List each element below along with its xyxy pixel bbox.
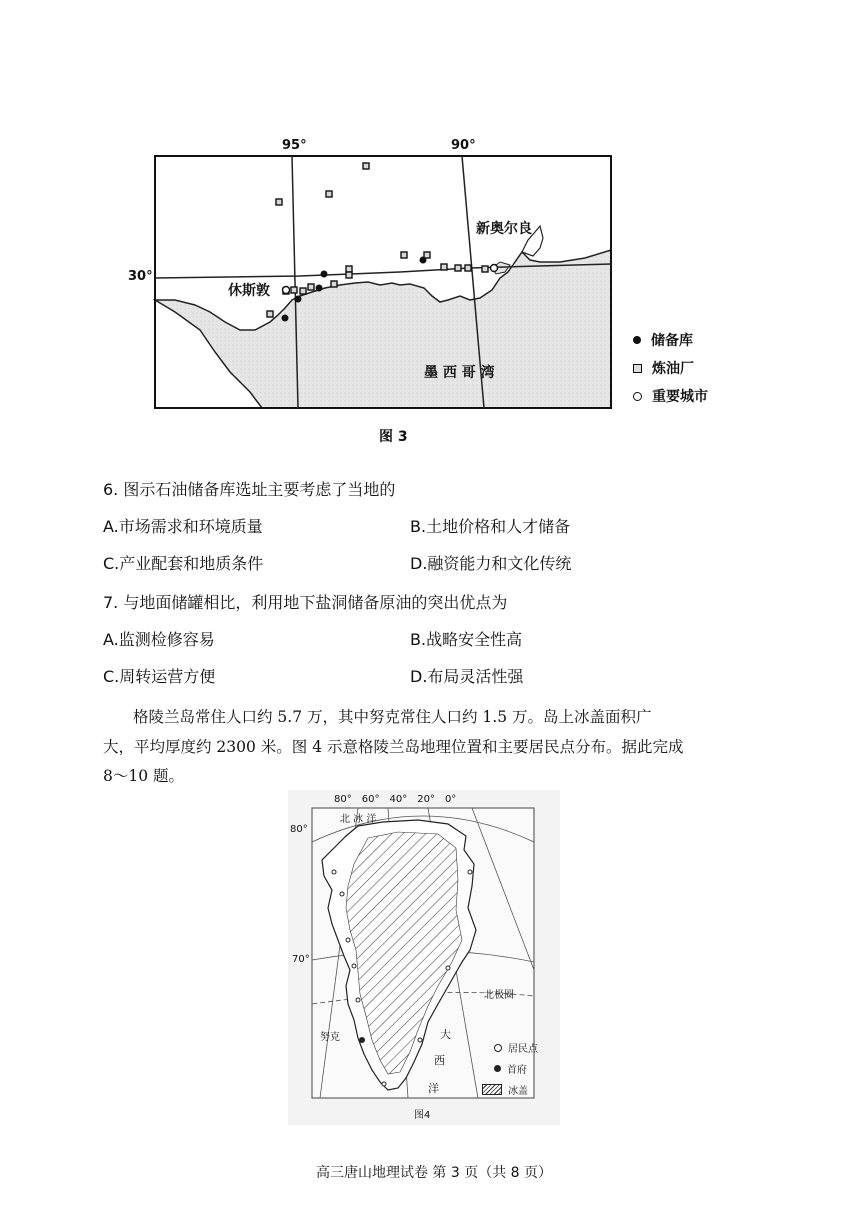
q7-option-a: A.监测检修容易 <box>103 630 215 649</box>
passage-line-2: 大，平均厚度约 2300 米。图 4 示意格陵兰岛地理位置和主要居民点分布。据此完成 <box>103 738 684 756</box>
q7-stem: 7. 与地面储罐相比，利用地下盐洞储备原油的突出优点为 <box>103 593 508 612</box>
q6-option-c: C.产业配套和地质条件 <box>103 554 264 573</box>
page-footer: 高三唐山地理试卷 第 3 页（共 8 页） <box>315 1165 553 1181</box>
refinery-square-icon <box>633 364 642 373</box>
icecap-hatch-icon <box>482 1084 502 1095</box>
legend-reserve <box>633 330 708 350</box>
legend-refinery <box>633 358 708 378</box>
q6-option-d: D.融资能力和文化传统 <box>410 554 572 573</box>
figure3-legend <box>633 330 708 406</box>
fig4-lat-80: 80° <box>290 824 308 835</box>
lon-80: 80° <box>334 794 352 805</box>
reserve-dot-icon <box>633 336 641 344</box>
lon-60: 60° <box>361 794 380 805</box>
lon-20: 20° <box>417 794 435 805</box>
capital-dot-icon <box>494 1065 501 1072</box>
fig4-legend <box>494 1040 538 1097</box>
fig4-legend-settlement <box>494 1040 538 1055</box>
sea-label-gulf: 墨 西 哥 湾 <box>424 365 495 381</box>
settlement-ring-icon <box>494 1044 502 1052</box>
passage-line-1: 格陵兰岛常住人口约 5.7 万，其中努克常住人口约 1.5 万。岛上冰盖面积广 <box>133 708 652 726</box>
q6-option-b: B.土地价格和人才储备 <box>410 517 571 536</box>
legend-city <box>633 386 708 406</box>
fig4-arctic-ocean-label: 北 冰 洋 <box>340 814 377 825</box>
lon-0: 0° <box>444 794 457 805</box>
figure-4-map <box>288 790 560 1125</box>
figure4-caption: 图4 <box>414 1110 431 1121</box>
city-label-houston: 休斯敦 <box>228 283 270 299</box>
q7-option-c: C.周转运营方便 <box>103 667 216 686</box>
legend-refinery-label: 炼油厂 <box>652 361 694 377</box>
fig4-legend-icecap-label: 冰盖 <box>508 1086 528 1097</box>
figure3-caption: 图 3 <box>379 429 408 445</box>
city-label-new-orleans: 新奥尔良 <box>476 221 532 237</box>
fig4-lat-70: 70° <box>292 954 310 965</box>
fig4-legend-capital-label: 首府 <box>507 1065 527 1076</box>
q7-option-b: B.战略安全性高 <box>410 630 523 649</box>
fig4-ocean-label-2: 西 <box>434 1054 445 1067</box>
q7-option-d: D.布局灵活性强 <box>410 667 524 686</box>
lat-label-30: 30° <box>128 269 153 284</box>
fig4-lon-labels <box>334 794 456 805</box>
lon-label-90: 90° <box>451 138 476 153</box>
lon-label-95: 95° <box>282 138 307 153</box>
gulf-coast-map-svg <box>0 0 868 420</box>
lon-40: 40° <box>389 794 408 805</box>
fig4-legend-icecap <box>482 1082 538 1097</box>
fig4-nuuk-label: 努克 <box>320 1032 340 1043</box>
city-ring-icon <box>633 392 642 401</box>
q6-option-a: A.市场需求和环境质量 <box>103 517 263 536</box>
figure-3-map <box>0 0 868 445</box>
legend-city-label: 重要城市 <box>652 389 708 405</box>
q6-stem: 6. 图示石油储备库选址主要考虑了当地的 <box>103 480 396 499</box>
fig4-legend-capital <box>494 1061 538 1076</box>
fig4-ocean-label-3: 洋 <box>428 1082 439 1095</box>
fig4-ocean-label-1: 大 <box>440 1028 451 1041</box>
fig4-legend-settlement-label: 居民点 <box>508 1044 538 1055</box>
nuuk-capital-marker <box>359 1037 365 1043</box>
passage-line-3: 8～10 题。 <box>103 767 185 785</box>
fig4-arctic-circle-label: 北极圈 <box>484 990 514 1001</box>
legend-reserve-label: 储备库 <box>651 333 693 349</box>
